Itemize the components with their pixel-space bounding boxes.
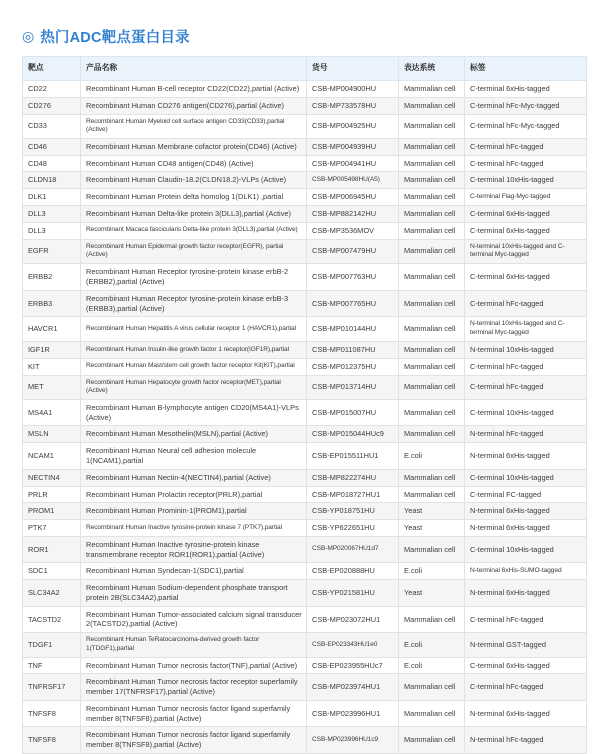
cell-product-name: Recombinant Human Tumor necrosis factor ligand superfamily member 8(TNFSF8),partial (Active)	[81, 700, 307, 727]
table-header	[23, 57, 587, 81]
table-row[interactable]	[23, 172, 587, 189]
column-header-tag: 标签	[465, 57, 587, 81]
cell-product-name: Recombinant Human Syndecan-1(SDC1),partial	[81, 563, 307, 580]
cell-target: NECTIN4	[23, 469, 81, 486]
cell-product-name: Recombinant Human Insulin-like growth factor 1 receptor(IGF1R),partial	[81, 341, 307, 358]
cell-catalog-number: CSB-MP007479HU	[307, 239, 399, 264]
cell-product-name: Recombinant Human TeRatocarcinoma-derived growth factor 1(TDGF1),partial	[81, 633, 307, 657]
cell-tag: C-terminal 6xHis-tagged	[465, 264, 587, 291]
cell-catalog-number: CSB-MP013714HU	[307, 375, 399, 399]
cell-catalog-number: CSB-MP015007HU	[307, 399, 399, 426]
cell-catalog-number: CSB-YP018751HU	[307, 503, 399, 520]
cell-product-name: Recombinant Human B-lymphocyte antigen CD20(MS4A1)-VLPs (Active)	[81, 399, 307, 426]
table-row[interactable]	[23, 264, 587, 291]
cell-product-name: Recombinant Human CD48 antigen(CD48) (Active)	[81, 155, 307, 172]
cell-expression-system: Mammalian cell	[399, 97, 465, 114]
table-row[interactable]	[23, 580, 587, 607]
table-header-row	[23, 57, 587, 81]
cell-expression-system: Mammalian cell	[399, 606, 465, 633]
table-row[interactable]	[23, 657, 587, 674]
cell-tag: C-terminal hFc-tagged	[465, 290, 587, 317]
cell-target: SDC1	[23, 563, 81, 580]
cell-tag: C-terminal hFc-tagged	[465, 674, 587, 701]
cell-product-name: Recombinant Human Inactive tyrosine-protein kinase 7 (PTK7),partial	[81, 520, 307, 537]
cell-target: TNFSF8	[23, 727, 81, 754]
table-row[interactable]	[23, 239, 587, 264]
cell-expression-system: E.coli	[399, 563, 465, 580]
table-row[interactable]	[23, 317, 587, 342]
table-row[interactable]	[23, 700, 587, 727]
cell-product-name: Recombinant Human Myeloid cell surface antigen CD33(CD33),partial (Active)	[81, 114, 307, 138]
cell-target: KIT	[23, 358, 81, 375]
cell-target: HAVCR1	[23, 317, 81, 342]
column-header-target: 靶点	[23, 57, 81, 81]
cell-tag: C-terminal hFc-tagged	[465, 358, 587, 375]
cell-catalog-number: CSB-EP015511HU1	[307, 443, 399, 470]
table-row[interactable]	[23, 222, 587, 239]
cell-expression-system: Mammalian cell	[399, 469, 465, 486]
cell-catalog-number: CSB-MP004939HU	[307, 138, 399, 155]
cell-expression-system: Yeast	[399, 503, 465, 520]
cell-catalog-number: CSB-MP006945HU	[307, 189, 399, 206]
cell-target: ERBB3	[23, 290, 81, 317]
cell-target: DLL3	[23, 222, 81, 239]
cell-expression-system: Yeast	[399, 580, 465, 607]
cell-tag: C-terminal 10xHis-tagged	[465, 469, 587, 486]
cell-expression-system: Mammalian cell	[399, 189, 465, 206]
table-row[interactable]	[23, 486, 587, 503]
table-row[interactable]	[23, 358, 587, 375]
cell-catalog-number: CSB-MP020067HU1d7	[307, 536, 399, 563]
circle-target-icon: ◎	[22, 27, 35, 44]
cell-expression-system: Mammalian cell	[399, 399, 465, 426]
cell-tag: N-terminal 6xHis-tagged	[465, 520, 587, 537]
cell-catalog-number: CSB-YP021581HU	[307, 580, 399, 607]
table-row[interactable]	[23, 114, 587, 138]
cell-target: DLL3	[23, 206, 81, 223]
cell-expression-system: E.coli	[399, 633, 465, 657]
cell-product-name: Recombinant Human CD276 antigen(CD276),partial (Active)	[81, 97, 307, 114]
cell-catalog-number: CSB-MP018727HU1	[307, 486, 399, 503]
cell-target: MS4A1	[23, 399, 81, 426]
cell-tag: C-terminal 10xHis-tagged	[465, 536, 587, 563]
cell-expression-system: Mammalian cell	[399, 317, 465, 342]
table-row[interactable]	[23, 469, 587, 486]
cell-target: SLC34A2	[23, 580, 81, 607]
cell-product-name: Recombinant Human Inactive tyrosine-protein kinase transmembrane receptor ROR1(ROR1),partial (Active)	[81, 536, 307, 563]
table-row[interactable]	[23, 189, 587, 206]
table-row[interactable]	[23, 155, 587, 172]
cell-catalog-number: CSB-MP004925HU	[307, 114, 399, 138]
cell-catalog-number: CSB-MP004941HU	[307, 155, 399, 172]
cell-catalog-number: CSB-MP882142HU	[307, 206, 399, 223]
cell-target: ROR1	[23, 536, 81, 563]
cell-target: TNF	[23, 657, 81, 674]
page-title: 热门ADC靶点蛋白目录	[40, 30, 190, 46]
cell-product-name: Recombinant Human Prolactin receptor(PRLR),partial	[81, 486, 307, 503]
cell-target: TNFSF8	[23, 700, 81, 727]
cell-target: CLDN18	[23, 172, 81, 189]
cell-product-name: Recombinant Human Membrane cofactor protein(CD46) (Active)	[81, 138, 307, 155]
cell-expression-system: Mammalian cell	[399, 674, 465, 701]
cell-catalog-number: CSB-MP010144HU	[307, 317, 399, 342]
cell-expression-system: Mammalian cell	[399, 700, 465, 727]
cell-target: PTK7	[23, 520, 81, 537]
cell-target: PROM1	[23, 503, 81, 520]
cell-product-name: Recombinant Macaca fascicularis Delta-like protein 3(DLL3),partial (Active)	[81, 222, 307, 239]
cell-catalog-number: CSB-EP023343HU1e0	[307, 633, 399, 657]
cell-product-name: Recombinant Human Mesothelin(MSLN),partial (Active)	[81, 426, 307, 443]
cell-target: CD46	[23, 138, 81, 155]
cell-expression-system: Mammalian cell	[399, 375, 465, 399]
cell-product-name: Recombinant Human Hepatocyte growth factor receptor(MET),partial (Active)	[81, 375, 307, 399]
cell-tag: C-terminal hFc-tagged	[465, 138, 587, 155]
cell-tag: C-terminal FC-tagged	[465, 486, 587, 503]
cell-expression-system: Yeast	[399, 520, 465, 537]
cell-product-name: Recombinant Human Sodium-dependent phosphate transport protein 2B(SLC34A2),partial	[81, 580, 307, 607]
cell-catalog-number: CSB-MP3536MOV	[307, 222, 399, 239]
cell-tag: N-terminal 6xHis-tagged	[465, 580, 587, 607]
cell-tag: N-terminal 6xHis-SUMO-tagged	[465, 563, 587, 580]
column-header-catalog-number: 货号	[307, 57, 399, 81]
cell-tag: C-terminal 6xHis-tagged	[465, 81, 587, 98]
cell-tag: N-terminal 10xHis-tagged	[465, 341, 587, 358]
cell-target: IGF1R	[23, 341, 81, 358]
cell-target: NCAM1	[23, 443, 81, 470]
cell-expression-system: E.coli	[399, 443, 465, 470]
table-row[interactable]	[23, 606, 587, 633]
cell-target: CD276	[23, 97, 81, 114]
cell-tag: N-terminal hFc-tagged	[465, 727, 587, 754]
cell-tag: C-terminal hFc-tagged	[465, 606, 587, 633]
cell-product-name: Recombinant Human Mast/stem cell growth factor receptor Kit(KIT),partial	[81, 358, 307, 375]
cell-tag: N-terminal 10xHis-tagged and C-terminal Myc-tagged	[465, 239, 587, 264]
cell-expression-system: Mammalian cell	[399, 290, 465, 317]
cell-tag: C-terminal Flag-Myc-tagged	[465, 189, 587, 206]
cell-expression-system: Mammalian cell	[399, 222, 465, 239]
cell-tag: C-terminal hFc-Myc-tagged	[465, 97, 587, 114]
table-row[interactable]	[23, 426, 587, 443]
cell-tag: N-terminal hFc-tagged	[465, 426, 587, 443]
cell-tag: N-terminal 6xHis-tagged	[465, 503, 587, 520]
table-row[interactable]	[23, 633, 587, 657]
cell-target: TACSTD2	[23, 606, 81, 633]
table-body	[23, 81, 587, 754]
cell-product-name: Recombinant Human Prominin-1(PROM1),partial	[81, 503, 307, 520]
cell-target: TDGF1	[23, 633, 81, 657]
cell-expression-system: Mammalian cell	[399, 206, 465, 223]
table-row[interactable]	[23, 206, 587, 223]
column-header-product-name: 产品名称	[81, 57, 307, 81]
table-row[interactable]	[23, 536, 587, 563]
cell-catalog-number: CSB-MP007765HU	[307, 290, 399, 317]
cell-product-name: Recombinant Human Hepatitis A virus cellular receptor 1 (HAVCR1),partial	[81, 317, 307, 342]
table-row[interactable]	[23, 375, 587, 399]
cell-catalog-number: CSB-MP012375HU	[307, 358, 399, 375]
cell-tag: C-terminal 10xHis-tagged	[465, 172, 587, 189]
cell-tag: C-terminal hFc-tagged	[465, 155, 587, 172]
column-header-expression-system: 表达系统	[399, 57, 465, 81]
cell-expression-system: Mammalian cell	[399, 341, 465, 358]
cell-product-name: Recombinant Human Delta-like protein 3(DLL3),partial (Active)	[81, 206, 307, 223]
table-row[interactable]	[23, 290, 587, 317]
table-row[interactable]	[23, 503, 587, 520]
table-row[interactable]	[23, 138, 587, 155]
cell-target: MSLN	[23, 426, 81, 443]
cell-product-name: Recombinant Human Tumor-associated calcium signal transducer 2(TACSTD2),partial (Active)	[81, 606, 307, 633]
cell-expression-system: Mammalian cell	[399, 114, 465, 138]
cell-tag: N-terminal 10xHis-tagged and C-terminal Myc-tagged	[465, 317, 587, 342]
cell-target: CD33	[23, 114, 81, 138]
cell-expression-system: Mammalian cell	[399, 486, 465, 503]
table-row[interactable]	[23, 563, 587, 580]
catalog-table-container	[22, 56, 586, 754]
cell-target: MET	[23, 375, 81, 399]
cell-expression-system: Mammalian cell	[399, 239, 465, 264]
cell-target: TNFRSF17	[23, 674, 81, 701]
cell-product-name: Recombinant Human Nectin-4(NECTIN4),partial (Active)	[81, 469, 307, 486]
table-row[interactable]	[23, 341, 587, 358]
cell-catalog-number: CSB-MP011087HU	[307, 341, 399, 358]
cell-catalog-number: CSB-MP007763HU	[307, 264, 399, 291]
cell-tag: N-terminal 6xHis-tagged	[465, 443, 587, 470]
cell-product-name: Recombinant Human Neural cell adhesion molecule 1(NCAM1),partial	[81, 443, 307, 470]
table-row[interactable]	[23, 727, 587, 754]
cell-product-name: Recombinant Human Receptor tyrosine-protein kinase erbB-2 (ERBB2),partial (Active)	[81, 264, 307, 291]
cell-catalog-number: CSB-MP004900HU	[307, 81, 399, 98]
adc-target-table	[22, 56, 587, 754]
cell-catalog-number: CSB-YP622651HU	[307, 520, 399, 537]
cell-target: EGFR	[23, 239, 81, 264]
cell-tag: C-terminal 10xHis-tagged	[465, 399, 587, 426]
cell-tag: C-terminal 6xHis-tagged	[465, 222, 587, 239]
table-row[interactable]	[23, 674, 587, 701]
cell-expression-system: Mammalian cell	[399, 426, 465, 443]
cell-expression-system: Mammalian cell	[399, 727, 465, 754]
cell-tag: C-terminal 6xHis-tagged	[465, 206, 587, 223]
cell-product-name: Recombinant Human Tumor necrosis factor receptor superfamily member 17(TNFRSF17),partial (Active)	[81, 674, 307, 701]
table-row[interactable]	[23, 399, 587, 426]
cell-catalog-number: CSB-MP005498HU(A5)	[307, 172, 399, 189]
cell-target: PRLR	[23, 486, 81, 503]
table-row[interactable]	[23, 97, 587, 114]
cell-catalog-number: CSB-MP023996HU1	[307, 700, 399, 727]
cell-expression-system: Mammalian cell	[399, 81, 465, 98]
cell-target: CD22	[23, 81, 81, 98]
cell-catalog-number: CSB-EP020888HU	[307, 563, 399, 580]
cell-expression-system: Mammalian cell	[399, 155, 465, 172]
cell-catalog-number: CSB-MP822274HU	[307, 469, 399, 486]
cell-expression-system: Mammalian cell	[399, 264, 465, 291]
cell-target: ERBB2	[23, 264, 81, 291]
cell-product-name: Recombinant Human Protein delta homolog 1(DLK1) ,partial	[81, 189, 307, 206]
cell-product-name: Recombinant Human Claudin-18.2(CLDN18.2)-VLPs (Active)	[81, 172, 307, 189]
table-row[interactable]	[23, 520, 587, 537]
cell-catalog-number: CSB-EP023955HUc7	[307, 657, 399, 674]
cell-catalog-number: CSB-MP015044HUc9	[307, 426, 399, 443]
cell-product-name: Recombinant Human Receptor tyrosine-protein kinase erbB-3 (ERBB3),partial (Active)	[81, 290, 307, 317]
cell-expression-system: Mammalian cell	[399, 536, 465, 563]
cell-catalog-number: CSB-MP023072HU1	[307, 606, 399, 633]
cell-tag: C-terminal hFc-tagged	[465, 375, 587, 399]
cell-tag: C-terminal 6xHis-tagged	[465, 657, 587, 674]
cell-product-name: Recombinant Human B-cell receptor CD22(CD22),partial (Active)	[81, 81, 307, 98]
cell-product-name: Recombinant Human Tumor necrosis factor(TNF),partial (Active)	[81, 657, 307, 674]
table-row[interactable]	[23, 443, 587, 470]
cell-catalog-number: CSB-MP023996HU1c9	[307, 727, 399, 754]
table-row[interactable]	[23, 81, 587, 98]
cell-product-name: Recombinant Human Epidermal growth factor receptor(EGFR), partial (Active)	[81, 239, 307, 264]
cell-tag: N-terminal 6xHis-tagged	[465, 700, 587, 727]
cell-expression-system: Mammalian cell	[399, 358, 465, 375]
cell-tag: C-terminal hFc-Myc-tagged	[465, 114, 587, 138]
cell-tag: N-terminal GST-tagged	[465, 633, 587, 657]
cell-target: CD48	[23, 155, 81, 172]
cell-catalog-number: CSB-MP733578HU	[307, 97, 399, 114]
page-title-bar	[0, 0, 600, 56]
cell-catalog-number: CSB-MP023974HU1	[307, 674, 399, 701]
cell-product-name: Recombinant Human Tumor necrosis factor ligand superfamily member 8(TNFSF8),partial (Active)	[81, 727, 307, 754]
cell-expression-system: E.coli	[399, 657, 465, 674]
cell-expression-system: Mammalian cell	[399, 172, 465, 189]
cell-target: DLK1	[23, 189, 81, 206]
cell-expression-system: Mammalian cell	[399, 138, 465, 155]
